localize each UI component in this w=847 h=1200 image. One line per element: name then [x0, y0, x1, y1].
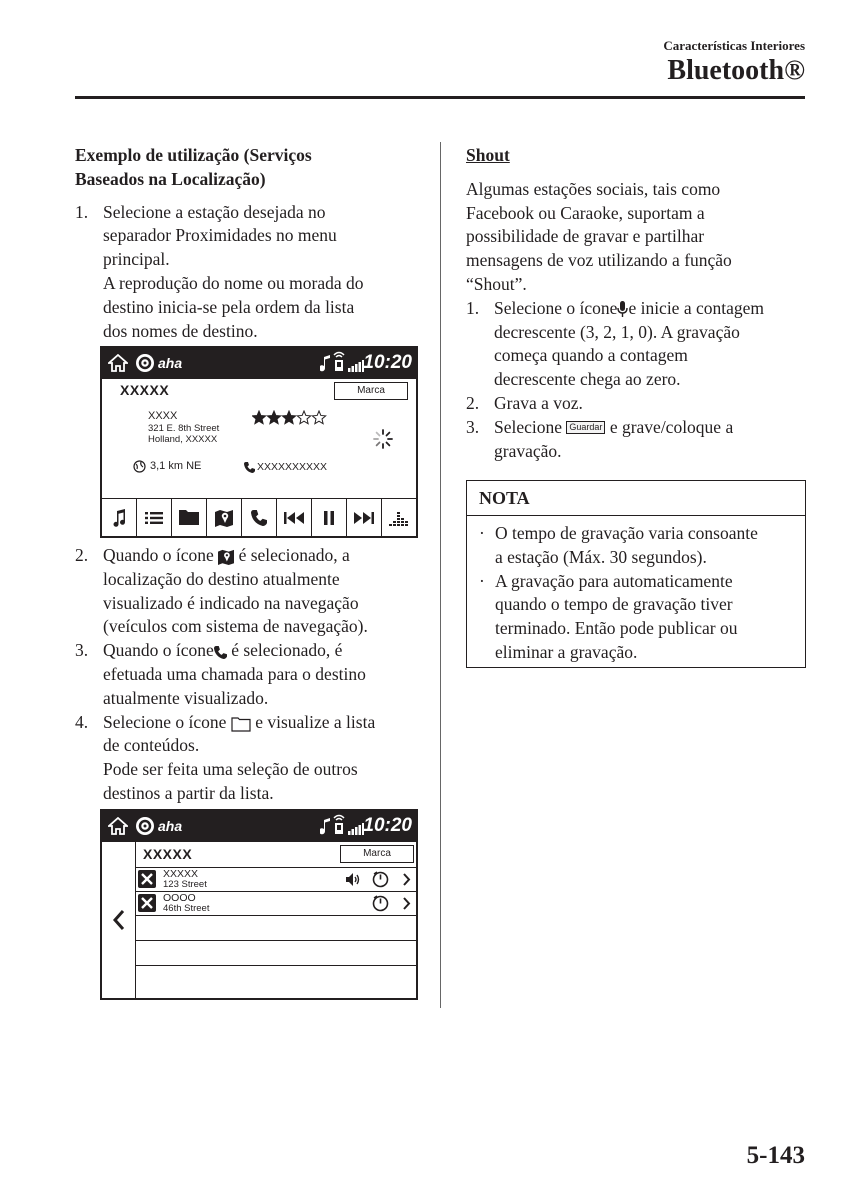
heading-line: Exemplo de utilização (Serviços [75, 145, 312, 165]
signal-strength-icon [348, 359, 364, 377]
text-line: A reprodução do nome ou morada do [103, 272, 364, 293]
loading-spinner-icon [372, 428, 394, 450]
text-line: mensagens de voz utilizando a função [466, 250, 732, 271]
close-box-icon [138, 894, 156, 912]
bullet-dot: · [479, 570, 485, 591]
text-line: separador Proximidades no menu [103, 225, 337, 246]
text-line: quando o tempo de gravação tiver [495, 594, 733, 615]
nota-bullet [479, 570, 795, 665]
wifi-phone-icon [332, 813, 346, 840]
shout-heading: Shout [466, 145, 510, 165]
text-line: decrescente chega ao zero. [494, 369, 681, 390]
text-line: atualmente visualizado. [103, 687, 269, 708]
home-icon[interactable] [108, 354, 128, 372]
step-4 [75, 711, 415, 806]
item-street: 46th Street [163, 903, 210, 914]
step-number: 3. [75, 640, 89, 661]
home-icon[interactable] [108, 817, 128, 835]
aha-logo-icon [135, 816, 155, 836]
text-fragment: é selecionado, é [231, 640, 343, 661]
text-fragment: Quando o ícone [103, 545, 214, 565]
list-item[interactable] [136, 868, 416, 892]
bullet-dot: · [479, 523, 485, 543]
section-label: Características Interiores [663, 38, 805, 53]
shout-step-3 [466, 416, 808, 464]
text-line: gravação. [494, 440, 562, 461]
text-line: Algumas estações sociais, tais como [466, 178, 721, 199]
previous-track-icon[interactable] [277, 499, 312, 536]
item-name: XXXXX [163, 868, 199, 880]
text-fragment: Selecione [494, 416, 563, 437]
signal-strength-icon [348, 822, 364, 840]
star-filled-icon [252, 411, 265, 424]
status-bar [102, 811, 416, 842]
text-line [494, 416, 808, 440]
text-line: de conteúdos. [103, 735, 200, 756]
step-1 [75, 201, 415, 344]
text-line: O tempo de gravação varia consoante [495, 523, 758, 543]
shout-step-1 [466, 297, 808, 392]
control-bar [102, 498, 416, 536]
folder-icon[interactable] [172, 499, 207, 536]
list-item-empty [136, 916, 416, 941]
rating-stars [252, 410, 328, 426]
text-line: Selecione a estação desejada no [103, 201, 326, 222]
chevron-right-icon [402, 873, 411, 886]
text-fragment: Selecione o ícone [494, 297, 618, 318]
page-title: Bluetooth® [667, 55, 805, 86]
globe-icon [133, 460, 146, 473]
nota-heading: NOTA [467, 481, 805, 516]
header-rule [75, 96, 805, 99]
speaker-icon [346, 873, 362, 886]
music-note-icon[interactable] [102, 499, 137, 536]
equalizer-icon[interactable] [382, 499, 416, 536]
text-line: eliminar a gravação. [495, 641, 638, 662]
text-line: Facebook ou Caraoke, suportam a [466, 202, 705, 223]
item-street: 123 Street [163, 879, 207, 890]
app-name: aha [158, 355, 183, 371]
text-line: possibilidade de gravar e partilhar [466, 226, 705, 247]
text-line: decrescente (3, 2, 1, 0). A gravação [494, 321, 740, 342]
wifi-phone-icon [332, 350, 346, 377]
text-fragment: Selecione o ícone [103, 711, 227, 732]
text-line [494, 297, 808, 321]
shout-intro [466, 178, 808, 297]
example-heading [75, 144, 415, 192]
screen-destination-list [100, 809, 418, 1000]
destination-city: Holland, XXXXX [148, 434, 218, 445]
destination-name: XXXX [148, 410, 178, 422]
list-item[interactable] [136, 892, 416, 916]
text-line: a estação (Máx. 30 segundos). [495, 546, 707, 567]
shout-step-2 [466, 392, 808, 416]
music-note-icon [320, 817, 332, 840]
text-line [103, 711, 415, 735]
destination-street: 321 E. 8th Street [148, 423, 220, 434]
step-2 [75, 544, 415, 639]
left-steps-continued [75, 544, 415, 806]
phone-number: XXXXXXXXXX [257, 461, 328, 473]
text-fragment: e visualize a lista [255, 711, 376, 732]
text-line: (veículos com sistema de navegação). [103, 616, 368, 637]
text-line [103, 639, 415, 663]
step-number: 3. [466, 416, 480, 437]
text-line: dos nomes de destino. [103, 320, 258, 341]
marca-button[interactable]: Marca [334, 382, 408, 400]
list-item-empty [136, 966, 416, 988]
item-name: OOOO [163, 892, 196, 904]
station-title: XXXXX [143, 846, 193, 862]
list-header-row [136, 842, 416, 868]
list-item-empty [136, 941, 416, 966]
aha-logo-icon [135, 353, 155, 373]
distance: 3,1 km NE [150, 460, 202, 472]
text-line: Grava a voz. [494, 392, 583, 413]
text-line: principal. [103, 249, 170, 270]
star-filled-icon [267, 411, 280, 424]
status-bar [102, 348, 416, 379]
text-line: localização do destino atualmente [103, 568, 340, 589]
chevron-right-icon [402, 897, 411, 910]
list-icon[interactable] [137, 499, 172, 536]
left-column [75, 144, 415, 343]
next-track-icon[interactable] [347, 499, 382, 536]
step-number: 4. [75, 711, 89, 732]
screen-now-playing [100, 346, 418, 538]
nota-box [466, 480, 806, 668]
column-divider [440, 142, 441, 1008]
heading-line: Baseados na Localização) [75, 168, 266, 189]
map-pin-icon[interactable] [207, 499, 242, 536]
text-line: visualizado é indicado na navegação [103, 592, 359, 613]
microphone-icon [617, 301, 628, 318]
page-number: 5-143 [746, 1142, 805, 1169]
timer-icon [372, 895, 389, 912]
clock: 10:20 [363, 815, 412, 836]
marca-button[interactable]: Marca [340, 845, 414, 863]
text-fragment: e grave/coloque a [609, 416, 734, 437]
right-column [466, 144, 808, 463]
text-line: terminado. Então pode publicar ou [495, 618, 738, 639]
pause-icon[interactable] [312, 499, 347, 536]
text-fragment: é selecionado, a [238, 545, 350, 565]
step-number: 2. [466, 392, 480, 413]
phone-icon [244, 462, 255, 473]
text-line: começa quando a contagem [494, 345, 688, 366]
station-title: XXXXX [120, 382, 170, 398]
close-box-icon [138, 870, 156, 888]
text-line: destino inicia-se pela ordem da lista [103, 296, 355, 317]
text-fragment: e inicie a contagem [628, 297, 764, 318]
text-line: Pode ser feita uma seleção de outros [103, 759, 358, 780]
phone-icon[interactable] [242, 499, 277, 536]
app-name: aha [158, 818, 183, 834]
text-line: “Shout”. [466, 273, 527, 294]
phone-icon [214, 646, 227, 659]
step-number: 1. [75, 201, 89, 222]
star-empty-icon [297, 411, 310, 424]
step-3 [75, 639, 415, 710]
guardar-button-icon: Guardar [566, 421, 605, 434]
folder-outline-icon [231, 716, 251, 732]
text-line [103, 544, 415, 568]
step-number: 2. [75, 545, 89, 565]
map-pin-icon [218, 549, 234, 565]
timer-icon [372, 871, 389, 888]
text-line: destinos a partir da lista. [103, 782, 274, 803]
text-fragment: Quando o ícone [103, 640, 214, 661]
music-note-icon [320, 354, 332, 377]
star-filled-icon [282, 411, 295, 424]
step-number: 1. [466, 297, 480, 318]
back-chevron-icon[interactable] [112, 909, 126, 931]
star-empty-icon [312, 411, 325, 424]
text-line: A gravação para automaticamente [495, 570, 733, 591]
text-line: efetuada uma chamada para o destino [103, 663, 366, 684]
clock: 10:20 [363, 352, 412, 373]
nota-bullet [479, 522, 795, 570]
